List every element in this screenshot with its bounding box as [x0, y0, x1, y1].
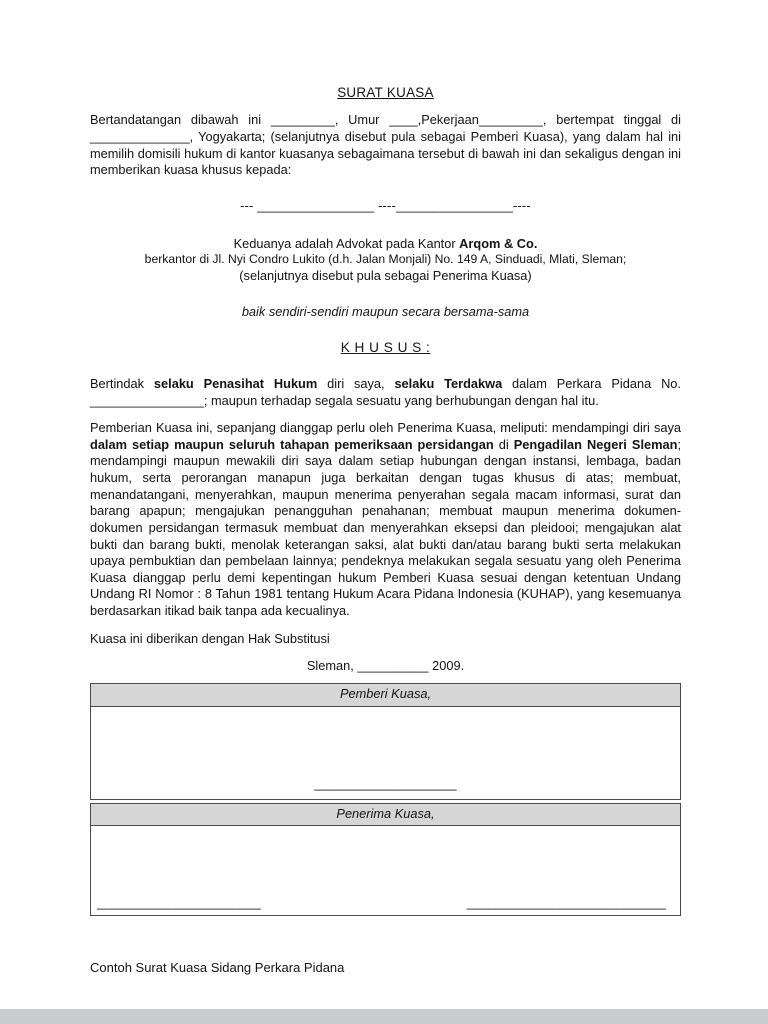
penerima-signature-lines	[97, 895, 666, 912]
scope-seg-1: Pemberian Kuasa ini, sepanjang dianggap perlu oleh Penerima Kuasa, meliputi: mendampingi diri saya	[90, 420, 681, 436]
pemberi-kuasa-signature-box	[90, 707, 681, 800]
penerima-kuasa-header: Penerima Kuasa,	[90, 803, 681, 827]
page-bottom-strip	[0, 1009, 768, 1024]
advocates-line-prefix: Keduanya adalah Advokat pada Kantor	[233, 235, 460, 251]
substitution-rights-line: Kuasa ini diberikan dengan Hak Substitusi	[90, 630, 330, 646]
opening-paragraph: Bertandatangan dibawah ini _________, Umur ____,Pekerjaan_________, bertempat tinggal di ______________, Yogyakarta; (selanjutnya disebut pula sebagai Pemberi Kuasa), yang dalam hal ini memilih domisili hukum di kantor kuasanya sebagaimana tersebut di bawah ini dan sekaligus dengan ini memberikan kuasa khusus kepada:	[90, 112, 681, 178]
pemberi-kuasa-header: Pemberi Kuasa,	[90, 683, 681, 707]
mandate-seg-5: dalam Perkara Pidana No. ________________; maupun terhadap segala sesuatu yang berhubungan dengan hal itu.	[90, 375, 681, 408]
mandate-seg-3: diri saya,	[317, 375, 395, 391]
office-address-line: berkantor di Jl. Nyi Condro Lukito (d.h. Jalan Monjali) No. 149 A, Sinduadi, Mlati, Sleman;	[144, 252, 627, 267]
scope-court-name-bold: Pengadilan Negeri Sleman	[513, 436, 678, 452]
date-line: Sleman, __________ 2009.	[306, 658, 465, 674]
joint-capacity-line: baik sendiri-sendiri maupun secara bersama-sama	[241, 303, 530, 319]
mandate-paragraph	[90, 376, 681, 409]
scope-paragraph	[90, 420, 681, 620]
scope-seg-3: di	[493, 436, 514, 452]
khusus-heading: K H U S U S :	[340, 340, 431, 356]
law-firm-name: Arqom & Co.	[459, 235, 538, 251]
penerima-kuasa-note-line: (selanjutnya disebut pula sebagai Penerima Kuasa)	[239, 268, 532, 284]
penerima-kuasa-section	[90, 803, 681, 917]
mandate-role-terdakwa: selaku Terdakwa	[394, 375, 503, 391]
pemberi-kuasa-section	[90, 683, 681, 800]
footer-note: Contoh Surat Kuasa Sidang Perkara Pidana	[90, 960, 345, 976]
penerima-signature-line-left: _______________________	[97, 894, 261, 910]
signature-table	[90, 683, 681, 916]
advocates-line	[90, 236, 681, 253]
document-title: SURAT KUASA	[337, 85, 434, 100]
penerima-signature-line-right: ____________________________	[466, 894, 666, 910]
mandate-seg-1: Bertindak	[90, 375, 154, 391]
mandate-role-penasihat: selaku Penasihat Hukum	[153, 375, 318, 391]
scope-proceedings-bold: dalam setiap maupun seluruh tahapan pemeriksaan persidangan	[90, 436, 494, 452]
penerima-kuasa-signature-box	[90, 826, 681, 916]
scope-seg-5: ; mendampingi maupun mewakili diri saya dalam setiap hubungan dengan instansi, lembaga, badan hukum, serta perorangan manapun juga berkaitan dengan tugas khusus di atas; membuat, menandatangani, menyerahkan, maupun menerima penyerahan segala macam informasi, surat dan barang apapun; mengajukan penangguhan penahanan; membuat maupun menerima dokumen-dokumen persidangan termasuk membuat dan menyerahkan eksepsi dan pleidooi; mengajukan alat bukti dan barang bukti, menolak keterangan saksi, alat bukti dan/atau barang bukti serta melakukan upaya pembuktian dan pembelaan lainnya; pendeknya melakukan segala sesuatu yang oleh Penerima Kuasa dianggap perlu demi kepentingan hukum Pemberi Kuasa sesuai dengan ketentuan Undang Undang RI Nomor : 8 Tahun 1981 tentang Hukum Acara Pidana Indonesia (KUHAP), yang kesemuanya berdasarkan itikad baik tanpa ada kecualinya.	[90, 436, 681, 619]
attorney-names-blank-line: --- ________________ ----________________----	[240, 197, 531, 213]
pemberi-signature-line: ____________________	[314, 775, 457, 791]
